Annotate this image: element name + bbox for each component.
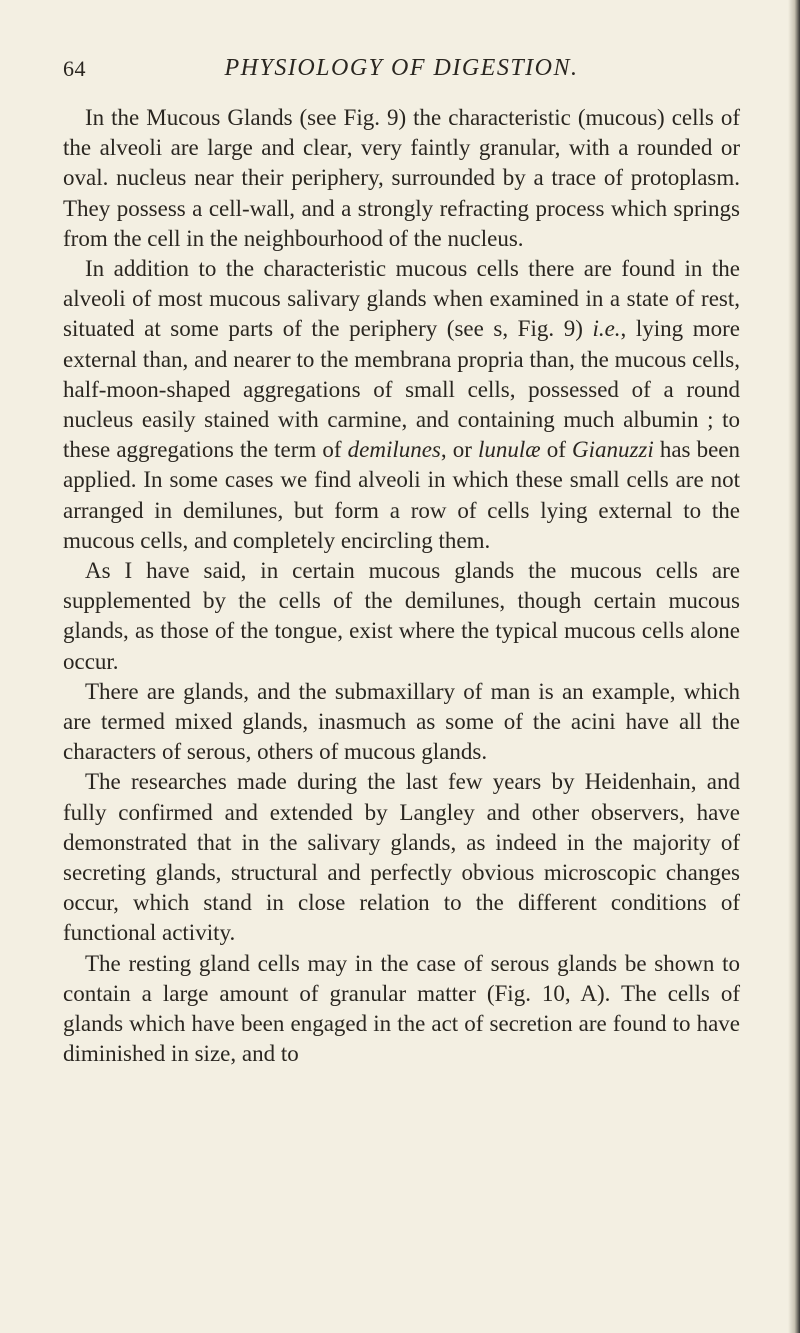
running-title: PHYSIOLOGY OF DIGESTION. xyxy=(224,55,579,81)
paragraph-researches: The researches made during the last few years by Heidenhain, and fully confirmed and extended by Langley and other observers, have demonstrated that in the salivary glands, as indeed in the majority of secreting glands, structural and perfectly obvious microscopic changes occur, which stand in close relation to the different conditions of functional activity. xyxy=(63,769,740,946)
body-text xyxy=(63,103,740,1070)
page-number: 64 xyxy=(63,56,86,81)
text-run: has been applied. In some cases we find alveoli in which these small cells are not arranged in demilunes, but form a row of cells lying external to the mucous cells, and completely encircling them. xyxy=(63,437,740,553)
italic-term-lunulae: lunulæ xyxy=(477,437,541,463)
paragraph-resting-cells: The resting gland cells may in the case of serous glands be shown to contain a large amount of granular matter (Fig. 10, A). The cells of glands which have been engaged in the act of secretion are found to have diminished in size, and to xyxy=(63,950,740,1067)
page-header xyxy=(63,50,740,84)
italic-term-gianuzzi: Gianuzzi xyxy=(571,437,654,463)
paragraph-mucous-glands: In the Mucous Glands (see Fig. 9) the characteristic (mucous) cells of the alveoli are large and clear, very faintly granular, with a rounded or oval. nucleus near their periphery, surrounded by a trace of protoplasm. They possess a cell-wall, and a strongly refracting process which springs from the cell in the neighbourhood of the nucleus. xyxy=(63,105,740,251)
italic-term-demilunes: demilunes xyxy=(347,437,441,463)
paragraph-demilunes xyxy=(63,254,740,556)
paragraph-mixed-glands: There are glands, and the submaxillary of man is an example, which are termed mixed glands, inasmuch as some of the acini have all the characters of serous, others of mucous glands. xyxy=(63,678,740,765)
page-edge-shadow xyxy=(788,0,800,1333)
text-run: In addition to the characteristic mucous cells there are found in the alveoli of most mucous salivary glands when examined in a state of rest, situated at some parts of the periphery (see s, Fig. 9) xyxy=(63,256,740,342)
paragraph-supplemented: As I have said, in certain mucous glands the mucous cells are supplemented by the cells of the demilunes, though certain mucous glands, as those of the tongue, exist where the typical mucous cells alone occur. xyxy=(63,558,740,674)
text-run: of xyxy=(540,437,572,463)
text-run: , lying more external than, and nearer to the membrana propria than, the mucous cells, half-moon-shaped aggregations of small cells, possessed of a round nucleus easily stained with carmine, and containing much albumin ; to these aggregations the term of xyxy=(63,316,740,463)
text-run: , or xyxy=(440,437,478,463)
italic-term-ie: i.e. xyxy=(592,316,621,342)
